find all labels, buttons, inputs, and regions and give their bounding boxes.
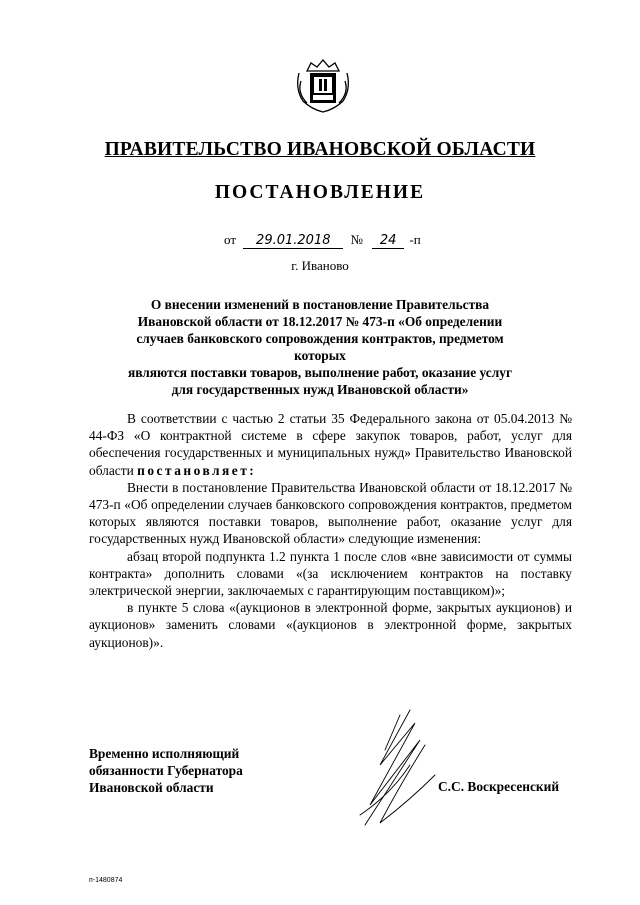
city: г. Иваново (291, 258, 349, 273)
title-line: О внесении изменений в постановление Правительства (150, 297, 490, 312)
title-line: являются поставки товаров, выполнение работ, оказание услуг (127, 365, 513, 380)
document-title (110, 296, 530, 398)
document-date: 29.01.2018 (243, 233, 343, 249)
title-line: случаев банковского сопровождения контрактов, предметом которых (136, 331, 504, 363)
title-line: для государственных нужд Ивановской области» (171, 382, 469, 397)
signatory-name: С.С. Воскресенский (438, 779, 560, 794)
number-suffix: -п (409, 232, 421, 247)
signatory-position: Временно исполняющий обязанности Губернатора Ивановской области (89, 746, 243, 795)
paragraph-preamble: В соответствии с частью 2 статьи 35 Федерального закона от 05.04.2013 № 44-ФЗ «О контрактной системе в сфере закупок товаров, работ, услуг для обеспечения государственных и муниципальных нужд» Правительство Ивановской области постановляет: (89, 411, 572, 478)
document-code: п-1480874 (89, 877, 123, 884)
paragraph-change-2: в пункте 5 слова «(аукционов в электронной форме, закрытых аукционов) и аукционов» заменить словами «(аукционов в электронной форме, закрытых аукционов)». (89, 600, 572, 650)
resolves-word: постановляет: (137, 462, 257, 478)
document-body (89, 410, 572, 651)
paragraph-amendment: Внести в постановление Правительства Ивановской области от 18.12.2017 № 473-п «Об определении случаев банковского сопровождения контрактов, предметом которых являются поставки товаров, выполнение работ, оказание услуг для государственных нужд Ивановской области» следующие изменения: (89, 479, 572, 547)
paragraph-change-1: абзац второй подпункта 1.2 пункта 1 после слов «вне зависимости от суммы контракта» дополнить словами «(за исключением контрактов на поставку электрической энергии, заключаемых с гарантирующим поставщиком)»; (89, 548, 572, 599)
title-line: Ивановской области от 18.12.2017 № 473-п «Об определении (137, 314, 503, 329)
date-prefix: от (224, 232, 237, 247)
government-name: ПРАВИТЕЛЬСТВО ИВАНОВСКОЙ ОБЛАСТИ (104, 139, 536, 160)
document-number: 24 (372, 233, 404, 249)
handwritten-signature (340, 705, 450, 835)
number-sign: № (350, 232, 363, 247)
dateline (224, 232, 421, 249)
document-type: ПОСТАНОВЛЕНИЕ (214, 182, 426, 203)
coat-of-arms-icon (293, 55, 353, 115)
